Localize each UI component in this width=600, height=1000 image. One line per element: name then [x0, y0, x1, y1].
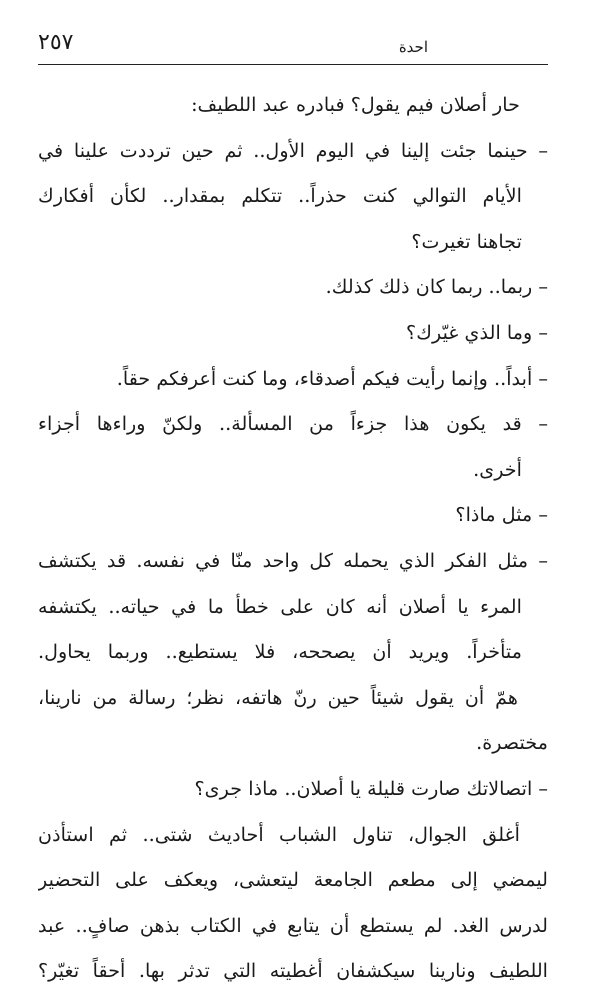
text-line: أغلق الجوال، تناول الشباب أحاديث شتى.. ثم استأذن	[38, 822, 520, 846]
text-line: – اتصالاتك صارت قليلة يا أصلان.. ماذا جرى؟	[194, 776, 548, 800]
header-rule	[38, 64, 548, 65]
text-line: متأخراً. ويريد أن يصححه، فلا يستطيع.. وربما يحاول.	[38, 640, 522, 664]
text-line: لدرس الغد. لم يستطع أن يتابع في الكتاب بذهن صافٍ.. عبد	[38, 913, 548, 937]
text-line: تجاهنا تغيرت؟	[411, 229, 522, 253]
text-line: المرء يا أصلان أنه كان على خطأ ما في حياته.. يكتشفه	[38, 594, 522, 618]
text-line: الأيام التوالي كنت حذراً.. تتكلم بمقدار.. لكأن أفكارك	[38, 184, 522, 208]
text-line: – وما الذي غيّرك؟	[406, 320, 548, 344]
text-line: – ربما.. ربما كان ذلك كذلك.	[325, 275, 548, 299]
text-line: مختصرة.	[476, 731, 548, 755]
text-line: – أبداً.. وإنما رأيت فيكم أصدقاء، وما كنت أعرفكم حقاً.	[116, 366, 548, 390]
page-number: ٢٥٧	[38, 30, 74, 55]
text-line: – قد يكون هذا جزءاً من المسألة.. ولكنّ وراءها أجزاء	[38, 412, 548, 436]
text-line: أخرى.	[473, 457, 522, 481]
chapter-title: احدة	[398, 38, 428, 56]
text-line: – مثل ماذا؟	[455, 503, 548, 527]
text-line: اللطيف ونارينا سيكشفان أغطيته التي تدثر بها. أحقاً تغيّر؟	[38, 959, 548, 983]
body-text	[38, 82, 548, 994]
text-line: همّ أن يقول شيئاً حين رنّ هاتفه، نظر؛ رسالة من نارينا،	[38, 685, 518, 709]
text-line: ليمضي إلى مطعم الجامعة ليتعشى، ويعكف على التحضير	[38, 868, 548, 892]
text-line: – مثل الفكر الذي يحمله كل واحد منّا في نفسه. قد يكتشف	[38, 548, 548, 572]
running-header	[38, 28, 548, 62]
text-line: حار أصلان فيم يقول؟ فبادره عبد اللطيف:	[191, 93, 520, 116]
text-line: – حينما جئت إلينا في اليوم الأول.. ثم حين ترددت علينا في	[38, 138, 548, 162]
